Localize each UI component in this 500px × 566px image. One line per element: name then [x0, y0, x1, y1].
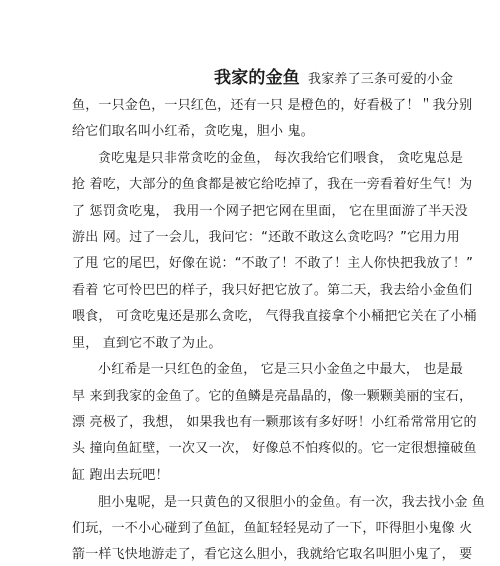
paragraph-line: 喂食， 可贪吃鬼还是那么贪吃， 气得我直接拿个小桶把它关在了小桶	[72, 309, 477, 324]
paragraph-line: 给它们取名叫小红希，贪吃鬼，胆小 鬼。	[72, 124, 314, 139]
paragraph-line: 里， 直到它不敢了为止。	[72, 336, 222, 351]
paragraph-line: 小红希是一只红色的金鱼， 它是三只小金鱼之中最大， 也是最	[98, 362, 464, 377]
paragraph-line: 缸 跑出去玩吧！	[72, 468, 169, 483]
paragraph-line: 了甩 它的尾巴，好像在说：“不敢了！不敢了！主人你快把我放了！”	[72, 256, 474, 271]
paragraph-line: 们玩，一不小心碰到了鱼缸，鱼缸轻轻晃动了一下，吓得胆小鬼像 火	[72, 521, 473, 536]
paragraph-line: 箭一样飞快地游走了，看它这么胆小，我就给它取名叫胆小鬼了， 要	[72, 547, 473, 562]
title-line	[214, 70, 453, 88]
document-title: 我家的金鱼	[214, 68, 300, 88]
paragraph-line: 胆小鬼呢，是一只黄色的又很胆小的金鱼。有一次，我去找小金 鱼	[98, 495, 486, 510]
paragraph-line: 抢 着吃，大部分的鱼食都是被它给吃掉了，我在一旁看着好生气！为	[72, 177, 473, 192]
paragraph-line: 了 惩罚贪吃鬼， 我用一个网子把它网在里面， 它在里面游了半天没	[72, 204, 468, 219]
paragraph-line: 贪吃鬼是只非常贪吃的金鱼， 每次我给它们喂食， 贪吃鬼总是	[98, 151, 464, 166]
paragraph-line: 看着 它可怜巴巴的样子，我只好把它放了。第二天，我去给小金鱼们	[72, 283, 473, 298]
paragraph-line: 鱼，一只金色，一只红色，还有一只 是橙色的，好看极了！＂我分别	[72, 98, 473, 113]
paragraph-line: 游出 网。过了一会儿，我问它：“还敢不敢这么贪吃吗？”它用力用	[72, 230, 460, 245]
paragraph-line: 漂 亮极了，我想， 如果我也有一颗那该有多好呀！小红希常常用它的	[72, 415, 477, 430]
paragraph-line: 早 来到我家的金鱼了。它的鱼鳞是亮晶晶的，像一颗颗美丽的宝石，	[72, 389, 473, 404]
paragraph-line: 我家养了三条可爱的小金	[308, 72, 454, 87]
paragraph-line: 头 撞向鱼缸壁，一次又一次， 好像总不怕疼似的。它一定很想撞破鱼	[72, 441, 477, 456]
